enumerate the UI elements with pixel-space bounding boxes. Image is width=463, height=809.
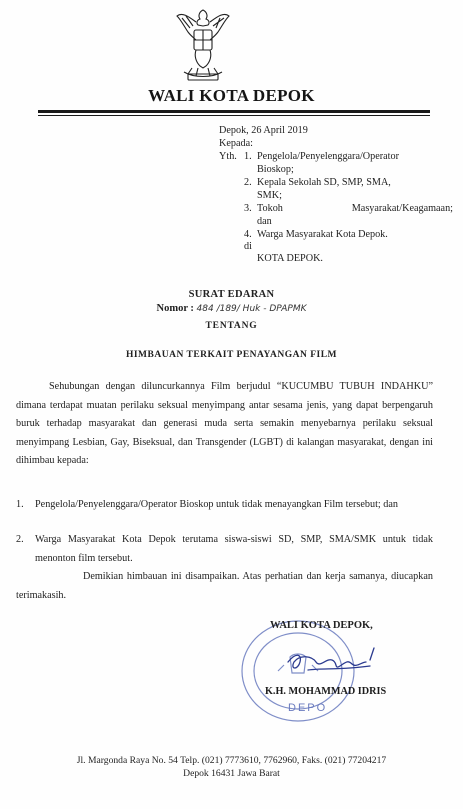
subject-title: HIMBAUAN TERKAIT PENAYANGAN FILM (125, 350, 338, 360)
signatory-title: WALI KOTA DEPOK, (270, 620, 373, 631)
svg-text:DEPO: DEPO (288, 702, 328, 714)
letterhead-title: WALI KOTA DEPOK (148, 86, 315, 105)
letterhead-rule (38, 110, 430, 113)
tentang-label: TENTANG (205, 321, 258, 331)
recipient-item: 3. Tokoh Masyarakat/Keagamaan; (244, 203, 453, 214)
recipient-item: 4. Warga Masyarakat Kota Depok. (244, 229, 388, 240)
place-label: KOTA DEPOK. (257, 253, 323, 264)
signatory-name: K.H. MOHAMMAD IDRIS (265, 686, 387, 697)
recipient-list: Yth. 1. Pengelola/Penyelenggara/Operator Bioskop; 2. Kepala Sekolah SD, SMP, SMA, SMK; 3. Tokoh Masyarakat/Keagamaan; dan 4. Warga Masyarakat Kota Depok. (219, 150, 459, 241)
garuda-emblem-icon (174, 6, 232, 82)
handwritten-number: 484 /189/ Huk - DPAPMK (196, 304, 307, 314)
instruction-list-item: 2. Warga Masyarakat Kota Depok terutama siswa-siswi SD, SMP, SMA/SMK untuk tidak menonton film tersebut. (16, 534, 433, 564)
closing-paragraph: Demikian himbauan ini disampaikan. Atas perhatian dan kerja samanya, diucapkan terimakasih. (16, 571, 433, 601)
letterhead-rule-thin (38, 115, 430, 116)
recipient-item: 2. Kepala Sekolah SD, SMP, SMA, (244, 177, 391, 188)
address-block (219, 124, 454, 150)
yth-label: Yth. (219, 151, 237, 162)
footer-city: Depok 16431 Jawa Barat (183, 768, 280, 779)
recipient-item: Yth. 1. Pengelola/Penyelenggara/Operator (219, 151, 400, 162)
kepada-label: Kepada: (219, 138, 253, 149)
body-paragraph: Sehubungan dengan diluncurkannya Film berjudul “KUCUMBU TUBUH INDAHKU” dimana terdapat muatan perilaku seksual menyimpang antar sesama jenis, yang dapat berpengaruh buruk terhadap masyarakat dan generasi muda serta semakin menyebarnya perilaku seksual menyimpang Lesbian, Gay, Biseksual, dan Transgender (LGBT) di kalangan masyarakat, dengan ini dihimbau kepada: (16, 381, 433, 466)
letter-date: Depok, 26 April 2019 (219, 125, 308, 136)
di-label: di (244, 241, 252, 252)
handwritten-signature-icon (282, 640, 392, 685)
document-number: Nomor : 484 /189/ Huk - DPAPMK (156, 303, 307, 314)
document-title: SURAT EDARAN (188, 289, 275, 300)
footer-address: Jl. Margonda Raya No. 54 Telp. (021) 7773610, 7762960, Faks. (021) 77204217 (76, 755, 387, 766)
instruction-list-item: 1. Pengelola/Penyelenggara/Operator Bioskop untuk tidak menayangkan Film tersebut; dan (16, 499, 398, 510)
